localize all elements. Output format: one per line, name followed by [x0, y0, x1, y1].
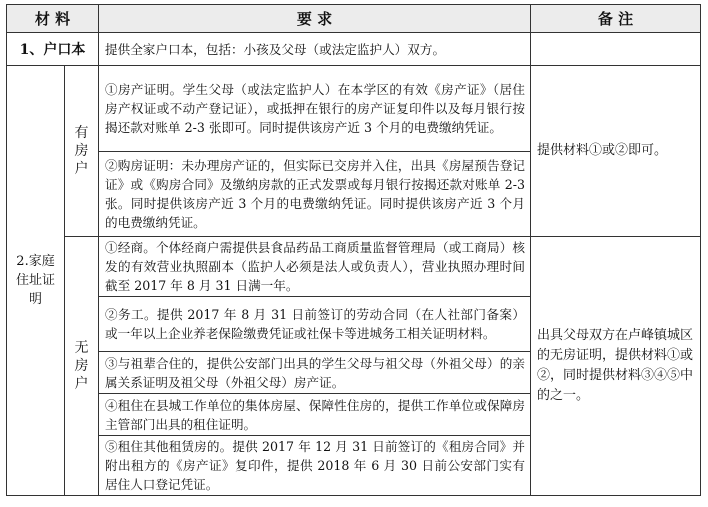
header-material: 材 料	[7, 5, 99, 33]
without-house-item-4: ④租住在县城工作单位的集体房屋、保障性住房的，提供工作单位或保障房主管部门出具的租住证明。	[99, 394, 531, 436]
address-proof-label: 2.家庭住址证明	[7, 66, 65, 496]
table-row-nohouse-1	[7, 237, 701, 297]
without-house-note: 出具父母双方在卢峰镇城区的无房证明，提供材料①或②，同时提供材料③④⑤中的之一。	[531, 237, 701, 496]
without-house-label: 无房户	[65, 237, 99, 496]
without-house-item-5: ⑤租住其他租赁房的。提供 2017 年 12 月 31 日前签订的《租房合同》并附出租方的《房产证》复印件，提供 2018 年 6 月 30 日前公安部门实有居住人口登记凭证。	[99, 436, 531, 496]
without-house-item-3: ③与祖辈合住的，提供公安部门出具的学生父母与祖父母（外祖父母）的亲属关系证明及祖父母（外祖父母）房产证。	[99, 352, 531, 394]
table-row-house-1	[7, 66, 701, 152]
without-house-item-2: ②务工。提供 2017 年 8 月 31 日前签订的劳动合同（在人社部门备案）或一年以上企业养老保险缴费凭证或社保卡等进城务工相关证明材料。	[99, 297, 531, 352]
with-house-note: 提供材料①或②即可。	[531, 66, 701, 237]
hukou-requirement: 提供全家户口本，包括：小孩及父母（或法定监护人）双方。	[99, 33, 531, 66]
hukou-label: 1、户口本	[7, 33, 99, 66]
table-row-hukou	[7, 33, 701, 66]
table-header-row	[7, 5, 701, 33]
materials-table	[6, 4, 701, 496]
hukou-remarks	[531, 33, 701, 66]
with-house-item-1: ①房产证明。学生父母（或法定监护人）在本学区的有效《房产证》（居住房产权证或不动产登记证），或抵押在银行的房产证复印件以及每月银行按揭还款对账单 2-3 张即可。同时提供该房产近 3 个月的电费缴纳凭证。	[99, 66, 531, 152]
with-house-label: 有房户	[65, 66, 99, 237]
header-requirement: 要 求	[99, 5, 531, 33]
header-remarks: 备 注	[531, 5, 701, 33]
with-house-item-2: ②购房证明：未办理房产证的，但实际已交房并入住，出具《房屋预告登记证》或《购房合同》及缴纳房款的正式发票或每月银行按揭还款对账单 2-3 张。同时提供该房产近 3 个月的电费缴纳凭证。同时提供该房产近 3 个月的电费缴纳凭证。	[99, 152, 531, 237]
without-house-item-1: ①经商。个体经商户需提供县食品药品工商质量监督管理局（或工商局）核发的有效营业执照副本（监护人必须是法人或负责人），营业执照办理时间截至 2017 年 8 月 31 日满一年。	[99, 237, 531, 297]
